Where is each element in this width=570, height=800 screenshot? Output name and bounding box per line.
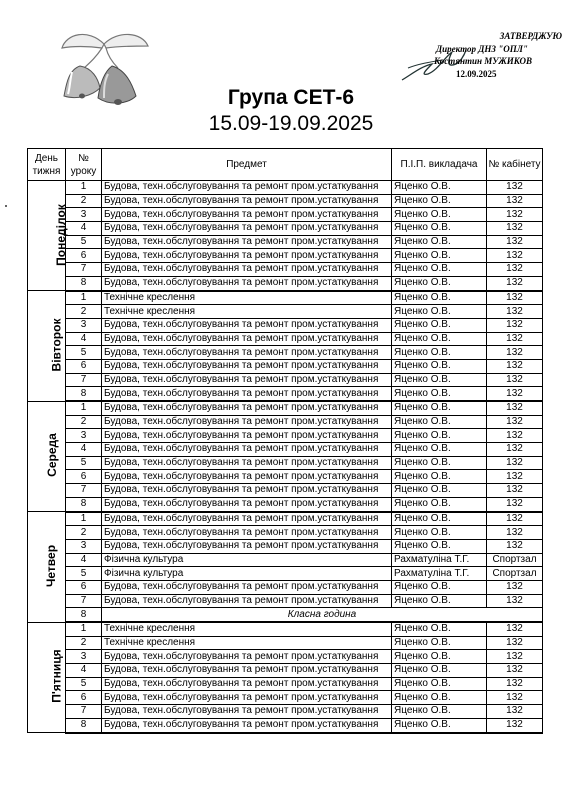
room-cell: 132 [487,539,543,553]
room-cell: 132 [487,718,543,732]
table-row [28,650,543,664]
teacher-cell: Яценко О.В. [392,373,487,387]
teacher-cell: Яценко О.В. [392,305,487,319]
room-cell: 132 [487,208,543,222]
teacher-cell: Яценко О.В. [392,691,487,705]
header-row [28,149,543,181]
subject-cell: Технічне креслення [102,622,392,636]
lesson-number: 2 [66,194,102,208]
lesson-number: 1 [66,622,102,636]
approval-block [418,30,566,80]
subject-cell: Будова, техн.обслуговування та ремонт пром.устаткування [102,443,392,457]
teacher-cell: Яценко О.В. [392,677,487,691]
room-cell: 132 [487,456,543,470]
subject-cell: Будова, техн.обслуговування та ремонт пром.устаткування [102,539,392,553]
lesson-number: 7 [66,594,102,608]
teacher-cell: Яценко О.В. [392,222,487,236]
subject-cell: Фізична культура [102,567,392,581]
table-row [28,691,543,705]
subject-cell: Будова, техн.обслуговування та ремонт пром.устаткування [102,705,392,719]
lesson-number: 4 [66,553,102,567]
lesson-number: 1 [66,181,102,195]
teacher-cell: Яценко О.В. [392,387,487,401]
lesson-number: 6 [66,691,102,705]
table-row [28,484,543,498]
lesson-number: 7 [66,484,102,498]
lesson-number: 5 [66,235,102,249]
table-row [28,194,543,208]
table-row [28,443,543,457]
lesson-number: 3 [66,208,102,222]
room-cell: 132 [487,332,543,346]
room-cell: 132 [487,526,543,540]
table-row [28,346,543,360]
day-cell [28,401,66,512]
subject-cell: Будова, техн.обслуговування та ремонт пром.устаткування [102,332,392,346]
table-row [28,222,543,236]
teacher-cell: Яценко О.В. [392,208,487,222]
class-hour-note: Класна година [102,608,543,622]
subject-cell: Будова, техн.обслуговування та ремонт пром.устаткування [102,512,392,526]
room-cell: 132 [487,249,543,263]
day-cell [28,181,66,291]
day-cell [28,291,66,402]
room-cell: 132 [487,677,543,691]
table-row [28,636,543,650]
subject-cell: Будова, техн.обслуговування та ремонт пром.устаткування [102,484,392,498]
table-row [28,359,543,373]
room-cell: 132 [487,622,543,636]
subject-cell: Будова, техн.обслуговування та ремонт пром.устаткування [102,718,392,732]
table-row [28,235,543,249]
lesson-number: 7 [66,373,102,387]
lesson-number: 1 [66,291,102,305]
table-row [28,263,543,277]
lesson-number: 6 [66,249,102,263]
teacher-cell: Яценко О.В. [392,429,487,443]
teacher-cell: Яценко О.В. [392,484,487,498]
room-cell: 132 [487,594,543,608]
lesson-number: 2 [66,526,102,540]
subject-cell: Технічне креслення [102,305,392,319]
subject-cell: Будова, техн.обслуговування та ремонт пром.устаткування [102,359,392,373]
lesson-number: 3 [66,650,102,664]
room-cell: 132 [487,705,543,719]
teacher-cell: Яценко О.В. [392,705,487,719]
room-cell: 132 [487,429,543,443]
lesson-number: 5 [66,456,102,470]
subject-cell: Будова, техн.обслуговування та ремонт пром.устаткування [102,208,392,222]
teacher-cell: Рахматуліна Т.Г. [392,553,487,567]
day-name: Вівторок [49,318,64,372]
teacher-cell: Яценко О.В. [392,456,487,470]
room-cell: 132 [487,181,543,195]
subject-cell: Будова, техн.обслуговування та ремонт пром.устаткування [102,456,392,470]
room-cell: 132 [487,235,543,249]
table-row [28,249,543,263]
teacher-cell: Яценко О.В. [392,332,487,346]
teacher-cell: Яценко О.В. [392,594,487,608]
header-subject: Предмет [102,149,392,181]
room-cell: 132 [487,580,543,594]
teacher-cell: Яценко О.В. [392,539,487,553]
teacher-cell: Яценко О.В. [392,443,487,457]
room-cell: 132 [487,305,543,319]
table-row [28,208,543,222]
lesson-number: 1 [66,512,102,526]
lesson-number: 5 [66,677,102,691]
subject-cell: Будова, техн.обслуговування та ремонт пром.устаткування [102,373,392,387]
teacher-cell: Яценко О.В. [392,497,487,511]
teacher-cell: Яценко О.В. [392,291,487,305]
date-range: 15.09-19.09.2025 [208,112,374,135]
subject-cell: Будова, техн.обслуговування та ремонт пром.устаткування [102,415,392,429]
subject-cell: Будова, техн.обслуговування та ремонт пром.устаткування [102,181,392,195]
table-row [28,553,543,567]
lesson-number: 8 [66,387,102,401]
subject-cell: Будова, техн.обслуговування та ремонт пром.устаткування [102,249,392,263]
table-row [28,677,543,691]
teacher-cell: Яценко О.В. [392,526,487,540]
teacher-cell: Рахматуліна Т.Г. [392,567,487,581]
lesson-number: 3 [66,429,102,443]
table-row [28,580,543,594]
teacher-cell: Яценко О.В. [392,718,487,732]
subject-cell: Будова, техн.обслуговування та ремонт пром.устаткування [102,235,392,249]
subject-cell: Будова, техн.обслуговування та ремонт пром.устаткування [102,594,392,608]
lesson-number: 4 [66,222,102,236]
room-cell: 132 [487,512,543,526]
lesson-number: 1 [66,401,102,415]
subject-cell: Будова, техн.обслуговування та ремонт пром.устаткування [102,526,392,540]
subject-cell: Будова, техн.обслуговування та ремонт пром.устаткування [102,691,392,705]
lesson-number: 4 [66,443,102,457]
teacher-cell: Яценко О.В. [392,276,487,290]
day-cell [28,622,66,733]
lesson-number: 6 [66,470,102,484]
subject-cell: Технічне креслення [102,291,392,305]
subject-cell: Будова, техн.обслуговування та ремонт пром.устаткування [102,222,392,236]
room-cell: 132 [487,470,543,484]
table-row [28,539,543,553]
room-cell: 132 [487,373,543,387]
room-cell: 132 [487,443,543,457]
room-cell: 132 [487,222,543,236]
table-row [28,318,543,332]
day-name: Четвер [44,544,59,587]
group-title: Група СЕТ-6 [227,86,355,109]
lesson-number: 6 [66,359,102,373]
subject-cell: Будова, техн.обслуговування та ремонт пром.устаткування [102,497,392,511]
room-cell: 132 [487,497,543,511]
teacher-cell: Яценко О.В. [392,181,487,195]
teacher-cell: Яценко О.В. [392,415,487,429]
lesson-number: 2 [66,305,102,319]
teacher-cell: Яценко О.В. [392,249,487,263]
header-lesson: № уроку [66,149,102,181]
table-row [28,470,543,484]
lesson-number: 3 [66,318,102,332]
table-row [28,401,543,415]
table-row [28,332,543,346]
room-cell: 132 [487,346,543,360]
lesson-number: 7 [66,705,102,719]
table-row [28,276,543,290]
lesson-number: 6 [66,580,102,594]
room-cell: Спортзал [487,567,543,581]
subject-cell: Фізична культура [102,553,392,567]
teacher-cell: Яценко О.В. [392,346,487,360]
room-cell: 132 [487,387,543,401]
bells-image [58,26,150,112]
teacher-cell: Яценко О.В. [392,470,487,484]
subject-cell: Технічне креслення [102,636,392,650]
room-cell: 132 [487,650,543,664]
header-teacher: П.І.П. викладача [392,149,487,181]
teacher-cell: Яценко О.В. [392,650,487,664]
room-cell: Спортзал [487,553,543,567]
lesson-number: 5 [66,567,102,581]
schedule-table [27,148,543,734]
subject-cell: Будова, техн.обслуговування та ремонт пром.устаткування [102,470,392,484]
teacher-cell: Яценко О.В. [392,235,487,249]
subject-cell: Будова, техн.обслуговування та ремонт пром.устаткування [102,580,392,594]
subject-cell: Будова, техн.обслуговування та ремонт пром.устаткування [102,194,392,208]
header-day: День тижня [28,149,66,181]
subject-cell: Будова, техн.обслуговування та ремонт пром.устаткування [102,276,392,290]
day-name: Понеділок [53,203,68,266]
table-row [28,622,543,636]
table-row [28,415,543,429]
room-cell: 132 [487,636,543,650]
teacher-cell: Яценко О.В. [392,194,487,208]
lesson-number: 2 [66,636,102,650]
room-cell: 132 [487,484,543,498]
teacher-cell: Яценко О.В. [392,401,487,415]
table-row [28,429,543,443]
room-cell: 132 [487,401,543,415]
room-cell: 132 [487,291,543,305]
day-cell [28,512,66,623]
teacher-cell: Яценко О.В. [392,512,487,526]
lesson-number: 4 [66,332,102,346]
teacher-cell: Яценко О.В. [392,664,487,678]
table-row [28,387,543,401]
subject-cell: Будова, техн.обслуговування та ремонт пром.устаткування [102,650,392,664]
teacher-cell: Яценко О.В. [392,636,487,650]
subject-cell: Будова, техн.обслуговування та ремонт пром.устаткування [102,677,392,691]
lesson-number: 3 [66,539,102,553]
subject-cell: Будова, техн.обслуговування та ремонт пром.устаткування [102,346,392,360]
room-cell: 132 [487,359,543,373]
room-cell: 132 [487,415,543,429]
room-cell: 132 [487,318,543,332]
lesson-number: 4 [66,664,102,678]
teacher-cell: Яценко О.В. [392,263,487,277]
day-name: П'ятниця [49,649,64,703]
lesson-number: 8 [66,276,102,290]
header-room: № кабінету [487,149,543,181]
lesson-number: 8 [66,608,102,622]
approval-position: Директор ДНЗ "ОПЛ" [436,43,528,54]
subject-cell: Будова, техн.обслуговування та ремонт пром.устаткування [102,263,392,277]
subject-cell: Будова, техн.обслуговування та ремонт пром.устаткування [102,387,392,401]
table-row [28,512,543,526]
table-row [28,608,543,622]
table-row [28,705,543,719]
teacher-cell: Яценко О.В. [392,359,487,373]
table-row [28,456,543,470]
room-cell: 132 [487,276,543,290]
table-row [28,497,543,511]
table-row [28,718,543,732]
subject-cell: Будова, техн.обслуговування та ремонт пром.устаткування [102,429,392,443]
lesson-number: 5 [66,346,102,360]
table-row [28,181,543,195]
approval-date: 12.09.2025 [456,68,497,79]
table-row [28,373,543,387]
lesson-number: 8 [66,718,102,732]
lesson-number: 7 [66,263,102,277]
room-cell: 132 [487,664,543,678]
subject-cell: Будова, техн.обслуговування та ремонт пром.устаткування [102,401,392,415]
teacher-cell: Яценко О.В. [392,580,487,594]
lesson-number: 8 [66,497,102,511]
approval-title: ЗАТВЕРДЖУЮ [499,31,562,41]
subject-cell: Будова, техн.обслуговування та ремонт пром.устаткування [102,318,392,332]
table-row [28,567,543,581]
teacher-cell: Яценко О.В. [392,622,487,636]
room-cell: 132 [487,194,543,208]
lesson-number: 2 [66,415,102,429]
table-row [28,526,543,540]
table-row [28,664,543,678]
schedule-body [28,181,543,733]
teacher-cell: Яценко О.В. [392,318,487,332]
approval-name: Костянтин МУЖИКОВ [434,56,532,66]
room-cell: 132 [487,263,543,277]
table-row [28,594,543,608]
room-cell: 132 [487,691,543,705]
table-row [28,291,543,305]
subject-cell: Будова, техн.обслуговування та ремонт пром.устаткування [102,664,392,678]
day-name: Середа [44,433,59,478]
table-row [28,305,543,319]
scan-speck [5,205,7,207]
